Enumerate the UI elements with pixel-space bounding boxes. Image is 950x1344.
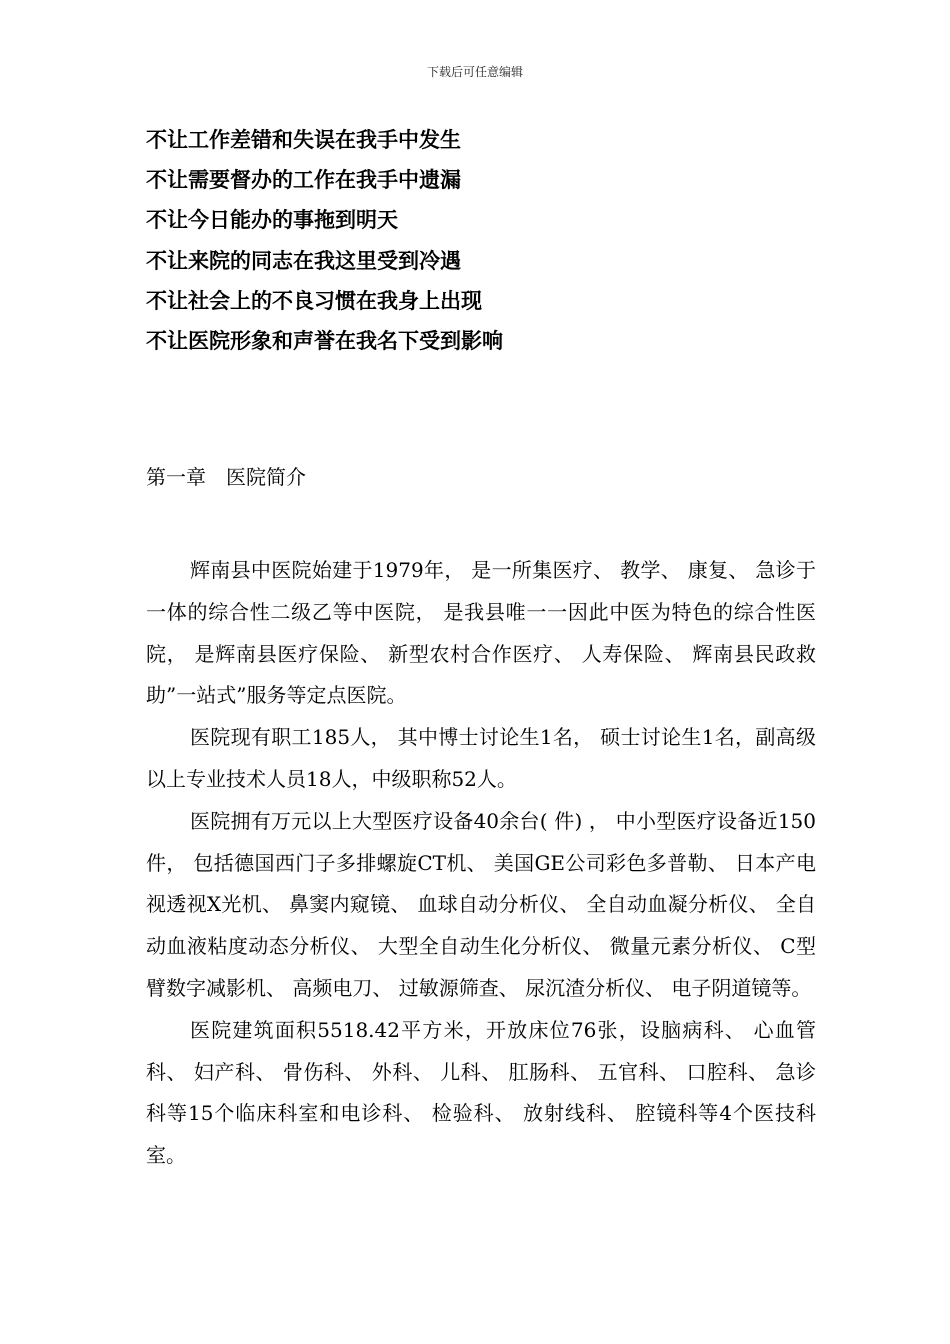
pledge-line: 不让社会上的不良习惯在我身上出现 — [146, 288, 482, 313]
pledge-list — [146, 120, 846, 361]
pledge-line: 不让医院形象和声誉在我名下受到影响 — [146, 328, 503, 353]
pledge-line: 不让来院的同志在我这里受到冷遇 — [146, 248, 461, 273]
pledge-line: 不让工作差错和失误在我手中发生 — [146, 128, 461, 152]
hospital-intro — [146, 550, 816, 1177]
pledge-line: 不让需要督办的工作在我手中遗漏 — [146, 168, 461, 193]
pledge-line: 不让今日能办的事拖到明天 — [146, 208, 398, 233]
chapter-title: 第一章 医院简介 — [146, 465, 306, 489]
paragraph-staff: 医院现有职工185人， 其中博士讨论生1名， 硕士讨论生1名，副高级以上专业技术人员18人，中级职称52人。 — [146, 725, 816, 791]
paragraph-history: 辉南县中医院始建于1979年， 是一所集医疗、 教学、 康复、 急诊于一体的综合性二级乙等中医院， 是我县唯一一因此中医为特色的综合性医院， 是辉南县医疗保险、 新型农村合作医疗、 人寿保险、 辉南县民政救助”一站式”服务等定点医院。 — [146, 558, 816, 708]
page-header: 下载后可任意编辑 — [426, 65, 523, 79]
paragraph-departments: 医院建筑面积5518.42平方米，开放床位76张，设脑病科、 心血管科、 妇产科、 骨伤科、 外科、 儿科、 肛肠科、 五官科、 口腔科、 急诊科等15个临床科室和电诊科、 检验科、 放射线科、 腔镜科等4个医技科室。 — [146, 1017, 816, 1168]
paragraph-equipment: 医院拥有万元以上大型医疗设备40余台( 件) ， 中小型医疗设备近150件， 包括德国西门子多排螺旋CT机、 美国GE公司彩色多普勒、 日本产电视透视X光机、 鼻窦内窥镜、 血球自动分析仪、 全自动血凝分析仪、 全自动血液粘度动态分析仪、 大型全自动生化分析仪、 微量元素分析仪、 C型臂数字减影机、 高频电刀、 过敏源筛查、 尿沉渣分析仪、 电子阴道镜等。 — [146, 808, 816, 1000]
